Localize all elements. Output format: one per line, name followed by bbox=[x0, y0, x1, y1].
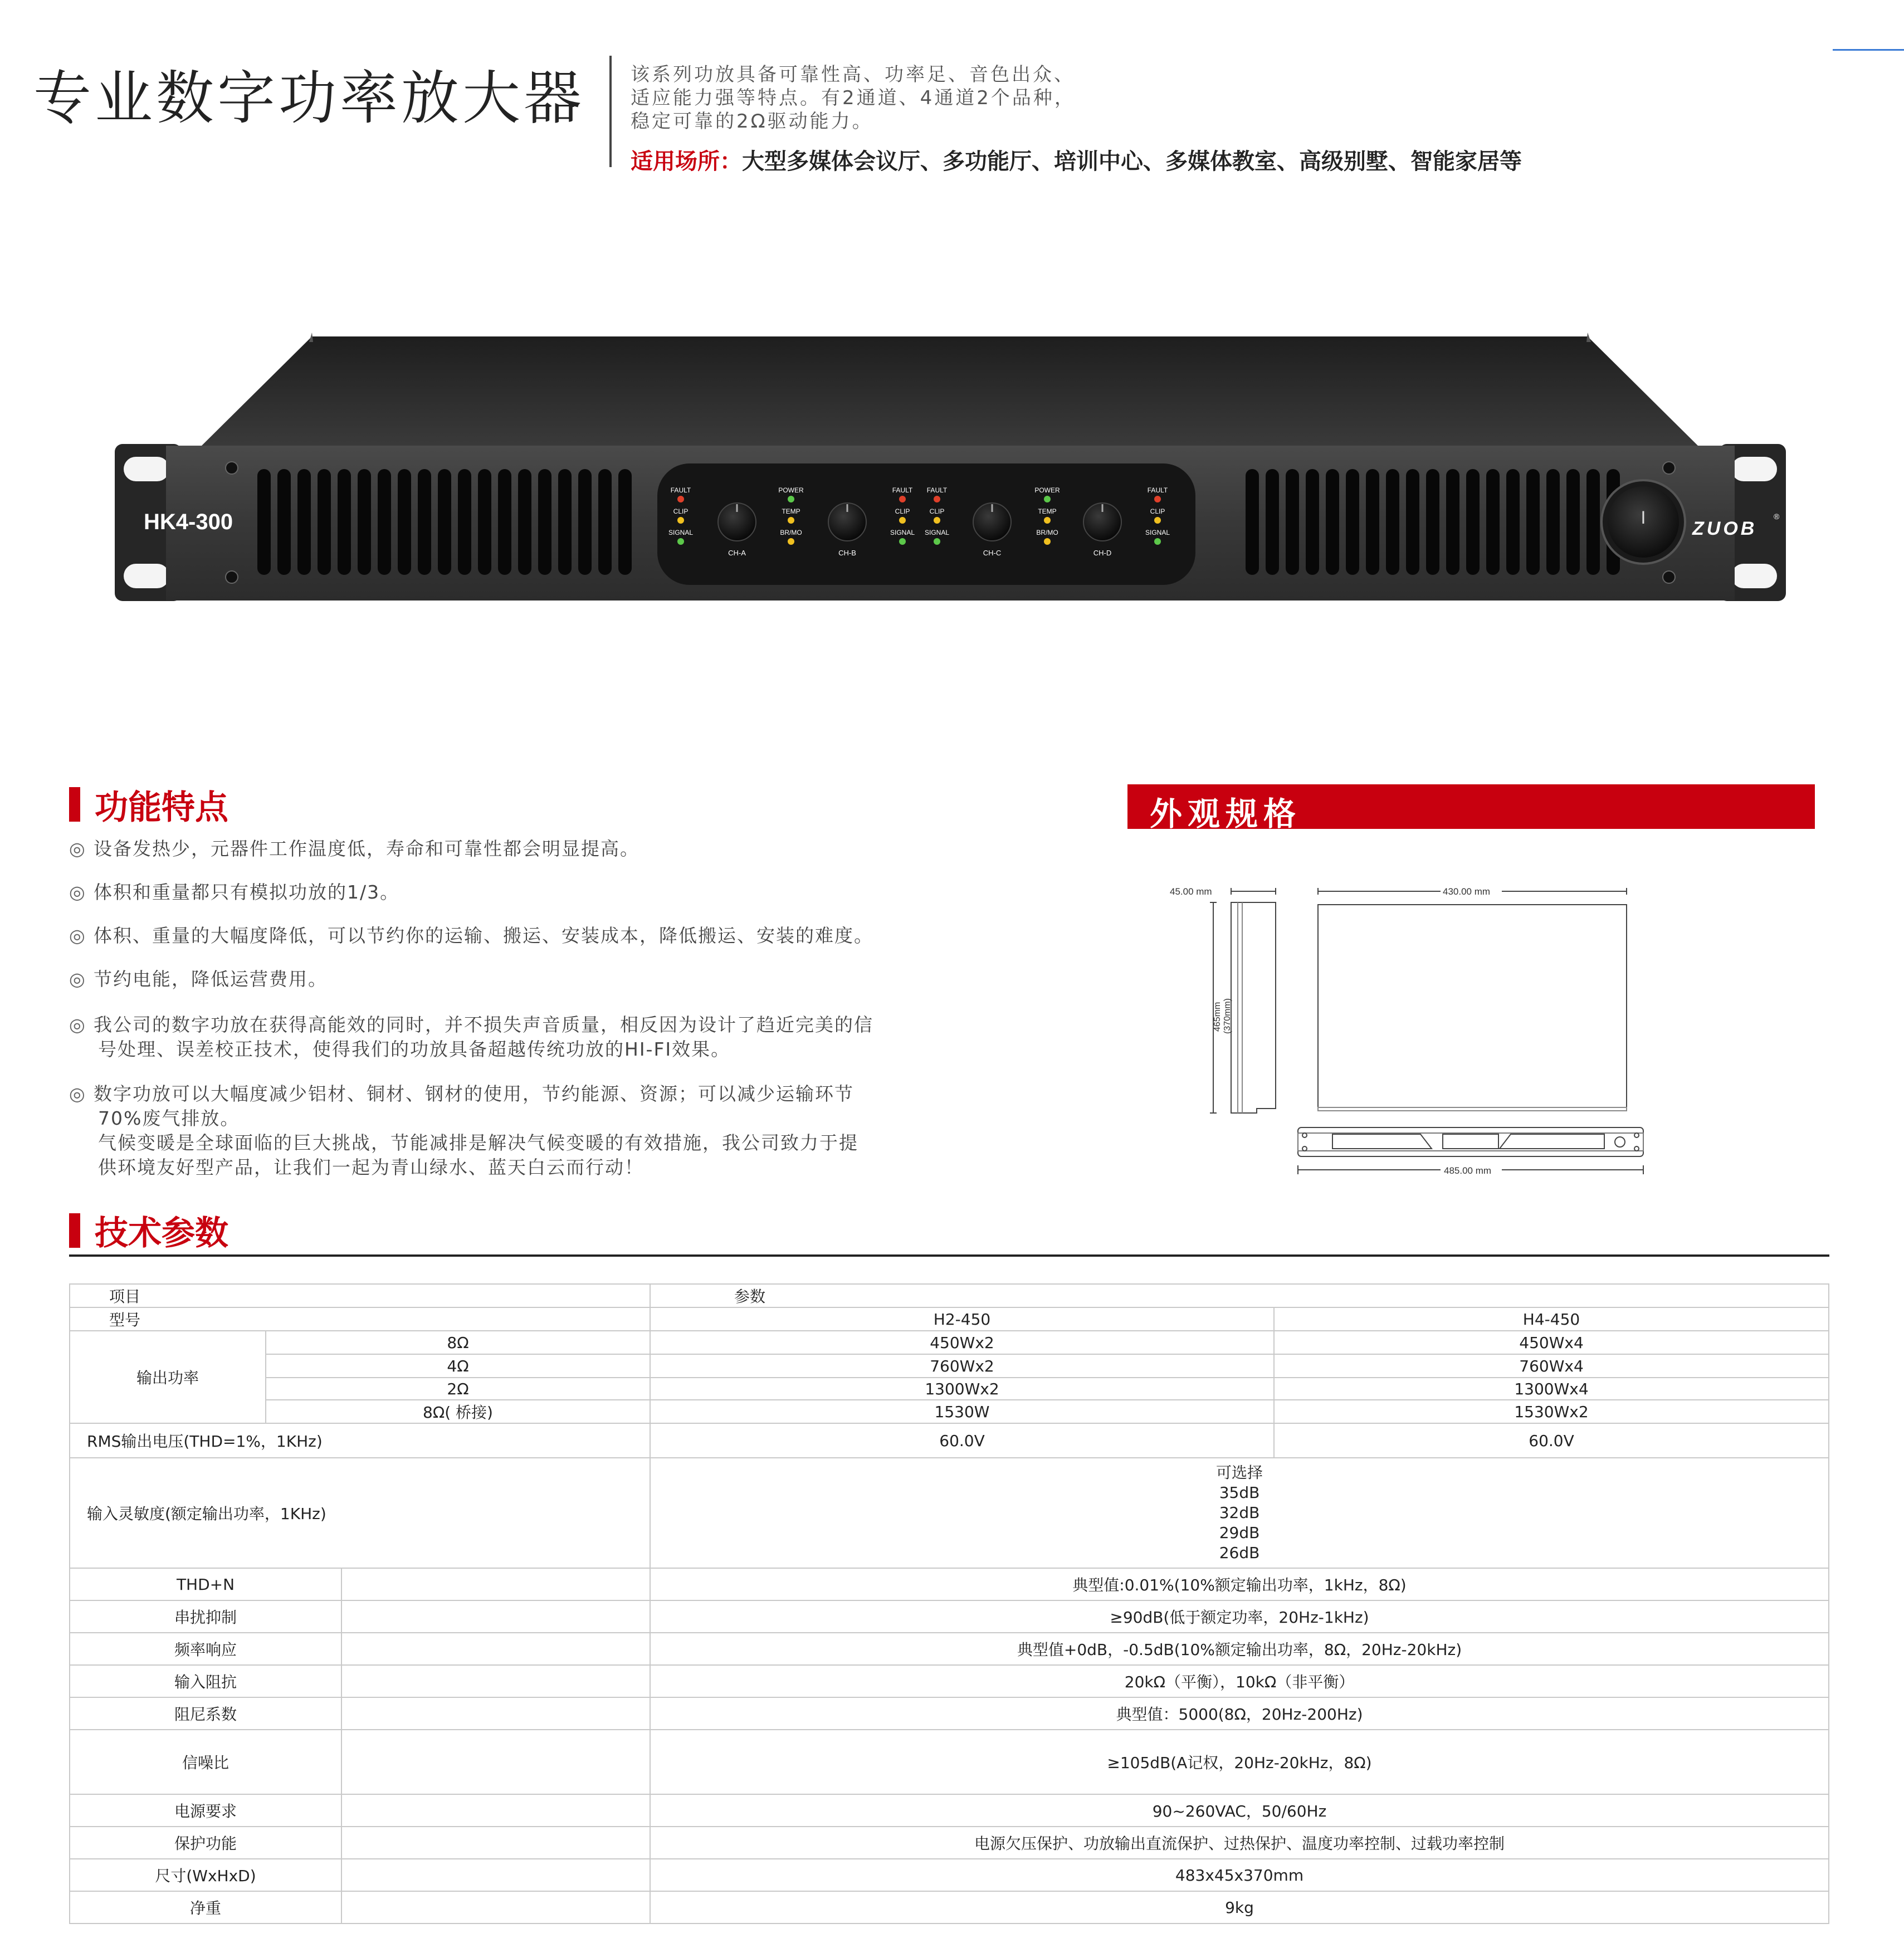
vent-slot bbox=[318, 469, 331, 575]
status-led bbox=[1154, 538, 1161, 545]
registered-mark: ® bbox=[1774, 512, 1780, 521]
load-cell: 4Ω bbox=[266, 1354, 650, 1378]
status-led bbox=[899, 496, 906, 502]
knob-label: CH-B bbox=[838, 549, 856, 557]
header-divider bbox=[609, 56, 612, 167]
rms-h4: 60.0V bbox=[1274, 1423, 1829, 1458]
feature-line: 供环境友好型产品，让我们一起为青山绿水、蓝天白云而行动！ bbox=[98, 1156, 644, 1178]
spec-value: ≥90dB(低于额定功率，20Hz-1kHz) bbox=[650, 1600, 1829, 1633]
feature-item bbox=[69, 1082, 960, 1180]
load-cell: 8Ω bbox=[266, 1331, 650, 1354]
vent-slot bbox=[418, 469, 431, 575]
knob-label: CH-A bbox=[728, 549, 746, 557]
vent-slot bbox=[1306, 469, 1319, 575]
vent-slot bbox=[1466, 469, 1480, 575]
status-led bbox=[1044, 517, 1051, 524]
sensitivity-label: 输入灵敏度(额定输出功率，1KHz) bbox=[70, 1458, 650, 1568]
vent-slot bbox=[598, 469, 612, 575]
vent-slot bbox=[1386, 469, 1399, 575]
spec-blank-cell bbox=[341, 1633, 650, 1665]
vent-slot bbox=[578, 469, 592, 575]
table-row bbox=[70, 1354, 1829, 1378]
sensitivity-value: 可选择 bbox=[1216, 1463, 1263, 1482]
vent-slot bbox=[257, 469, 271, 575]
dim-height-label: 45.00 mm bbox=[1170, 886, 1212, 897]
vent-slot bbox=[1586, 469, 1600, 575]
feature-line: 70%废气排放。 bbox=[98, 1107, 240, 1129]
corner-accent-line bbox=[1833, 49, 1904, 51]
table-row bbox=[70, 1697, 1829, 1730]
spec-blank-cell bbox=[341, 1697, 650, 1730]
status-led bbox=[1044, 538, 1051, 545]
intro-line-3: 稳定可靠的2Ω驱动能力。 bbox=[631, 110, 873, 133]
vent-slot bbox=[1346, 469, 1359, 575]
status-led bbox=[934, 496, 940, 502]
spec-blank-cell bbox=[341, 1600, 650, 1633]
appearance-title: 外观规格 bbox=[1150, 795, 1302, 833]
vent-slot bbox=[338, 469, 351, 575]
status-led bbox=[677, 538, 684, 545]
amplifier-illustration bbox=[111, 330, 1789, 603]
vent-slot bbox=[1426, 469, 1439, 575]
spec-blank-cell bbox=[341, 1730, 650, 1794]
spec-value: 电源欠压保护、功放输出直流保护、过热保护、温度功率控制、过载功率控制 bbox=[650, 1827, 1829, 1859]
table-row bbox=[70, 1891, 1829, 1924]
status-led bbox=[677, 496, 684, 502]
indicator-label: FAULT bbox=[926, 486, 948, 494]
spec-blank-cell bbox=[341, 1665, 650, 1697]
power-cell: 1530Wx2 bbox=[1274, 1400, 1829, 1423]
rms-label: RMS输出电压(THD=1%，1KHz) bbox=[70, 1423, 650, 1458]
spec-label: 输入阻抗 bbox=[70, 1665, 341, 1697]
status-led bbox=[1044, 496, 1051, 502]
spec-value: 90~260VAC，50/60Hz bbox=[650, 1794, 1829, 1827]
model-label: 型号 bbox=[70, 1307, 650, 1331]
spec-label: 尺寸(WxHxD) bbox=[70, 1859, 341, 1891]
venue-line bbox=[631, 144, 1522, 175]
table-row bbox=[70, 1859, 1829, 1891]
indicator-label: BR/MO bbox=[1036, 529, 1058, 536]
power-cell: 760Wx4 bbox=[1274, 1354, 1829, 1378]
dim-depth-alt-label: (370mm) bbox=[1223, 998, 1232, 1034]
table-row bbox=[70, 1600, 1829, 1633]
spec-value: 9kg bbox=[650, 1891, 1829, 1924]
indicator-label: SIGNAL bbox=[924, 529, 950, 536]
spec-label: 保护功能 bbox=[70, 1827, 341, 1859]
vent-slot bbox=[378, 469, 391, 575]
power-cell: 1300Wx4 bbox=[1274, 1378, 1829, 1400]
spec-rows bbox=[70, 1568, 1829, 1924]
spec-blank-cell bbox=[341, 1891, 650, 1924]
vent-slot bbox=[1286, 469, 1299, 575]
vent-slot bbox=[1366, 469, 1379, 575]
dim-depth-label: 465mm bbox=[1213, 1002, 1222, 1032]
bullet-icon: ◎ bbox=[69, 1014, 86, 1036]
table-row bbox=[70, 1458, 1829, 1568]
output-power-label: 输出功率 bbox=[70, 1331, 266, 1423]
venue-label: 适用场所： bbox=[631, 148, 742, 174]
spec-label: 频率响应 bbox=[70, 1633, 341, 1665]
table-row bbox=[70, 1568, 1829, 1600]
model-h4: H4-450 bbox=[1274, 1307, 1829, 1331]
status-led bbox=[1154, 496, 1161, 502]
table-row bbox=[70, 1400, 1829, 1423]
bullet-icon: ◎ bbox=[69, 968, 86, 990]
vent-slot bbox=[1526, 469, 1540, 575]
vent-slot bbox=[1266, 469, 1279, 575]
brand-logo: ZUOB bbox=[1692, 518, 1757, 539]
sensitivity-values bbox=[650, 1458, 1829, 1568]
rms-h2: 60.0V bbox=[650, 1423, 1274, 1458]
vent-slot bbox=[358, 469, 371, 575]
vent-slot bbox=[498, 469, 511, 575]
features-title: 功能特点 bbox=[95, 788, 228, 827]
feature-line: 体积和重量都只有模拟功放的1/3。 bbox=[94, 881, 400, 903]
feature-line: 号处理、误差校正技术，使得我们的功放具备超越传统功放的HI-FI效果。 bbox=[98, 1038, 731, 1060]
model-h2: H2-450 bbox=[650, 1307, 1274, 1331]
spec-blank-cell bbox=[341, 1794, 650, 1827]
venue-text: 大型多媒体会议厅、多功能厅、培训中心、多媒体教室、高级别墅、智能家居等 bbox=[742, 148, 1522, 174]
indicator-label: SIGNAL bbox=[1145, 529, 1170, 536]
feature-item bbox=[69, 1013, 960, 1062]
vent-slot bbox=[1506, 469, 1520, 575]
indicator-label: SIGNAL bbox=[668, 529, 694, 536]
params-title: 技术参数 bbox=[95, 1214, 228, 1253]
feature-item bbox=[69, 967, 960, 992]
intro-line-2: 适应能力强等特点。有2通道、4通道2个品种， bbox=[631, 87, 1076, 109]
vent-slot bbox=[297, 469, 311, 575]
indicator-label: CLIP bbox=[673, 507, 689, 515]
power-switch-mark: I bbox=[1641, 507, 1646, 528]
spec-label: 净重 bbox=[70, 1891, 341, 1924]
page-title: 专业数字功率放大器 bbox=[33, 64, 585, 132]
dim-width-label: 430.00 mm bbox=[1443, 886, 1491, 897]
table-row bbox=[70, 1307, 1829, 1331]
vent-slot bbox=[538, 469, 551, 575]
indicator-label: TEMP bbox=[782, 507, 800, 515]
status-led bbox=[677, 517, 684, 524]
feature-line: 设备发热少，元器件工作温度低，寿命和可靠性都会明显提高。 bbox=[94, 838, 639, 860]
table-head-param: 参数 bbox=[650, 1284, 1829, 1307]
sensitivity-value: 35dB bbox=[1219, 1483, 1260, 1502]
bullet-icon: ◎ bbox=[69, 925, 86, 946]
indicator-label: FAULT bbox=[892, 486, 913, 494]
feature-line: 气候变暖是全球面临的巨大挑战，节能减排是解决气候变暖的有效措施，我公司致力于提 bbox=[98, 1132, 858, 1154]
vent-slot bbox=[1486, 469, 1500, 575]
status-led bbox=[1154, 517, 1161, 524]
vent-slot bbox=[478, 469, 491, 575]
indicator-label: BR/MO bbox=[780, 529, 802, 536]
params-divider bbox=[69, 1254, 1829, 1257]
appearance-banner bbox=[1127, 784, 1815, 833]
vent-slot bbox=[277, 469, 291, 575]
vent-slot bbox=[1246, 469, 1259, 575]
table-row bbox=[70, 1730, 1829, 1794]
rack-slot bbox=[124, 564, 169, 588]
bullet-icon: ◎ bbox=[69, 838, 86, 860]
table-row bbox=[70, 1665, 1829, 1697]
feature-line: 体积、重量的大幅度降低，可以节约你的运输、搬运、安装成本，降低搬运、安装的难度。 bbox=[94, 925, 873, 946]
table-row bbox=[70, 1284, 1829, 1307]
power-cell: 450Wx4 bbox=[1274, 1331, 1829, 1354]
spec-value: 典型值:0.01%(10%额定输出功率，1kHz，8Ω) bbox=[650, 1568, 1829, 1600]
status-led bbox=[934, 517, 940, 524]
spec-label: 串扰抑制 bbox=[70, 1600, 341, 1633]
vent-slot bbox=[618, 469, 632, 575]
status-led bbox=[899, 517, 906, 524]
indicator-label: CLIP bbox=[929, 507, 945, 515]
vent-slot bbox=[1546, 469, 1560, 575]
status-led bbox=[788, 496, 794, 502]
rack-slot bbox=[1731, 457, 1777, 481]
indicator-label: TEMP bbox=[1038, 507, 1057, 515]
spec-value: 483x45x370mm bbox=[650, 1859, 1829, 1891]
sensitivity-value: 26dB bbox=[1219, 1544, 1260, 1562]
amp-model-label: HK4-300 bbox=[144, 510, 233, 534]
knob-label: CH-D bbox=[1093, 549, 1112, 557]
feature-item bbox=[69, 924, 960, 948]
dim-panel-label: 485.00 mm bbox=[1444, 1165, 1492, 1176]
indicator-label: POWER bbox=[1034, 486, 1060, 494]
spec-label: 信噪比 bbox=[70, 1730, 341, 1794]
indicator-label: FAULT bbox=[670, 486, 691, 494]
rack-slot bbox=[124, 457, 169, 481]
load-cell: 2Ω bbox=[266, 1378, 650, 1400]
spec-blank-cell bbox=[341, 1827, 650, 1859]
spec-value: 20kΩ（平衡），10kΩ（非平衡） bbox=[650, 1665, 1829, 1697]
dimension-drawing bbox=[1159, 880, 1660, 1181]
vent-slot bbox=[1566, 469, 1580, 575]
rack-slot bbox=[1731, 564, 1777, 588]
section-marker bbox=[69, 1213, 80, 1248]
indicator-label: CLIP bbox=[1150, 507, 1165, 515]
load-cell: 8Ω( 桥接) bbox=[266, 1400, 650, 1423]
vent-slot bbox=[458, 469, 471, 575]
spec-value: 典型值：5000(8Ω，20Hz-200Hz) bbox=[650, 1697, 1829, 1730]
table-row bbox=[70, 1794, 1829, 1827]
table-head-item: 项目 bbox=[70, 1284, 650, 1307]
table-row bbox=[70, 1633, 1829, 1665]
status-led bbox=[934, 538, 940, 545]
spec-label: 电源要求 bbox=[70, 1794, 341, 1827]
status-led bbox=[788, 517, 794, 524]
power-cell: 1530W bbox=[650, 1400, 1274, 1423]
indicator-label: FAULT bbox=[1147, 486, 1168, 494]
feature-line: 我公司的数字功放在获得高能效的同时，并不损失声音质量，相反因为设计了趋近完美的信 bbox=[94, 1014, 873, 1036]
sensitivity-value: 32dB bbox=[1219, 1503, 1260, 1522]
bullet-icon: ◎ bbox=[69, 881, 86, 903]
table-row bbox=[70, 1423, 1829, 1458]
spec-label: THD+N bbox=[70, 1568, 341, 1600]
vent-slot bbox=[438, 469, 451, 575]
status-led bbox=[788, 538, 794, 545]
section-marker bbox=[69, 787, 80, 822]
vent-slot bbox=[558, 469, 572, 575]
intro-line-1: 该系列功放具备可靠性高、功率足、音色出众、 bbox=[631, 64, 1075, 86]
bullet-icon: ◎ bbox=[69, 1083, 86, 1105]
indicator-label: POWER bbox=[778, 486, 804, 494]
feature-line: 节约电能，降低运营费用。 bbox=[94, 968, 328, 990]
table-row bbox=[70, 1331, 1829, 1354]
indicator-label: CLIP bbox=[895, 507, 910, 515]
spec-value: 典型值+0dB，-0.5dB(10%额定输出功率，8Ω，20Hz-20kHz) bbox=[650, 1633, 1829, 1665]
vent-slot bbox=[518, 469, 531, 575]
vent-slot bbox=[1446, 469, 1459, 575]
vent-slot bbox=[398, 469, 411, 575]
power-cell: 1300Wx2 bbox=[650, 1378, 1274, 1400]
vent-slot bbox=[1326, 469, 1339, 575]
status-led bbox=[899, 538, 906, 545]
table-row bbox=[70, 1378, 1829, 1400]
power-cell: 760Wx2 bbox=[650, 1354, 1274, 1378]
knob-label: CH-C bbox=[983, 549, 1002, 557]
vent-slot bbox=[1406, 469, 1419, 575]
spec-table bbox=[69, 1283, 1829, 1924]
power-cell: 450Wx2 bbox=[650, 1331, 1274, 1354]
spec-label: 阻尼系数 bbox=[70, 1697, 341, 1730]
feature-item bbox=[69, 837, 960, 861]
spec-blank-cell bbox=[341, 1859, 650, 1891]
feature-line: 数字功放可以大幅度减少铝材、铜材、钢材的使用，节约能源、资源；可以减少运输环节 bbox=[94, 1083, 854, 1105]
indicator-label: SIGNAL bbox=[890, 529, 915, 536]
spec-value: ≥105dB(A记权，20Hz-20kHz，8Ω) bbox=[650, 1730, 1829, 1794]
table-row bbox=[70, 1827, 1829, 1859]
spec-blank-cell bbox=[341, 1568, 650, 1600]
feature-item bbox=[69, 880, 960, 905]
amp-top-lid bbox=[201, 336, 1699, 447]
sensitivity-value: 29dB bbox=[1219, 1524, 1260, 1542]
